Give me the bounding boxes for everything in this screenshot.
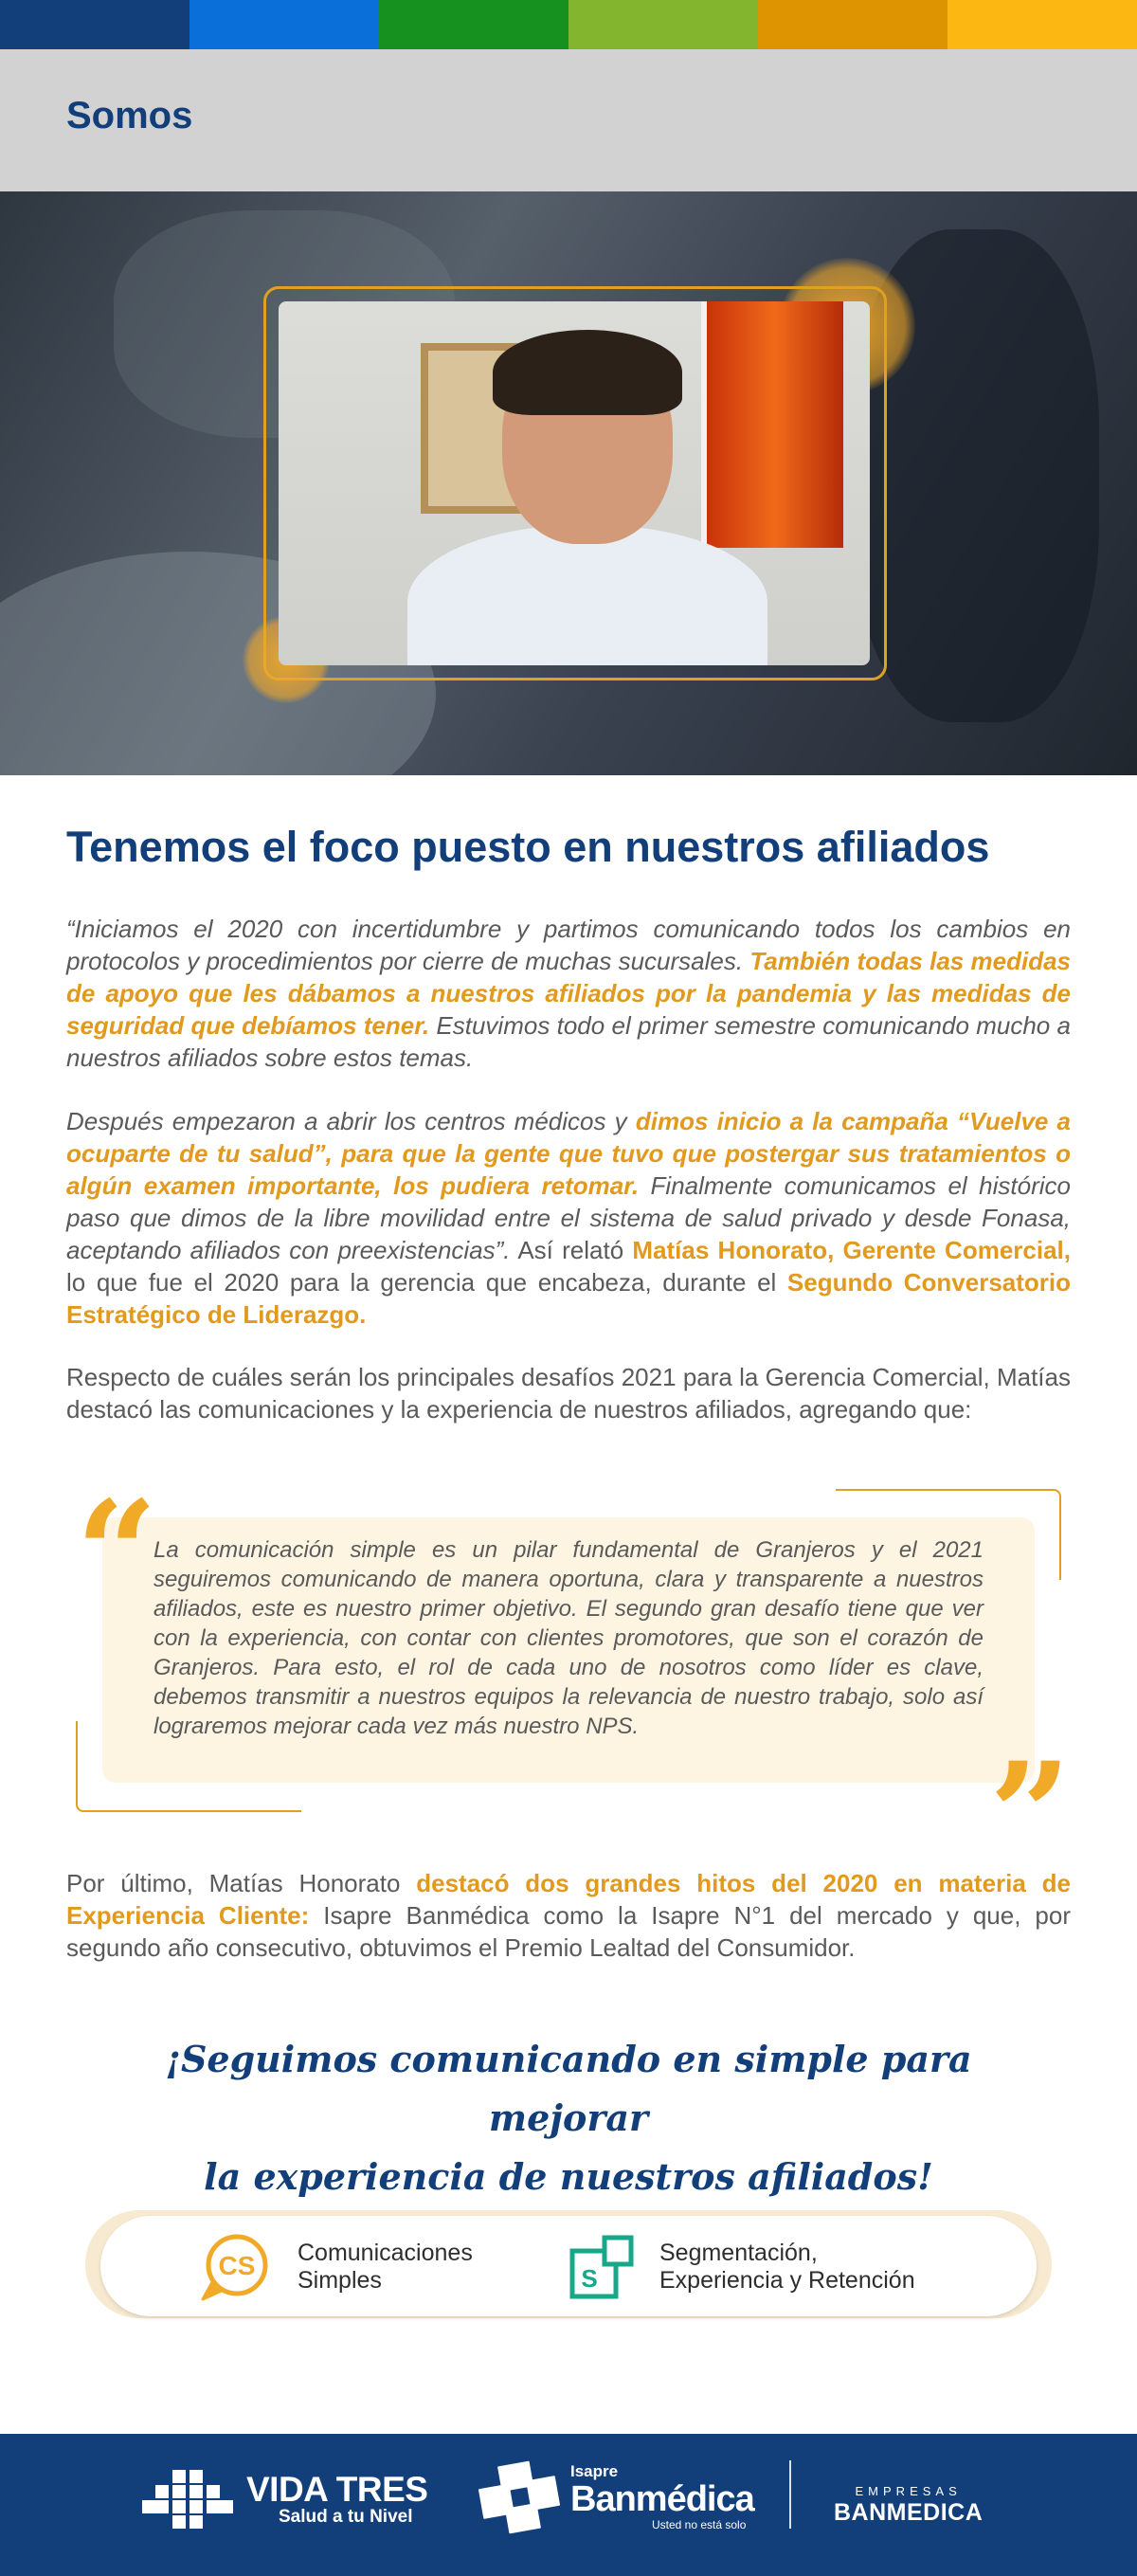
cs-speech-bubble-icon: [197, 2231, 273, 2303]
paragraph-4: [66, 1867, 1071, 1964]
strip-seg-2: [190, 0, 379, 49]
color-strip: [0, 0, 1137, 49]
banmedica-name: Banmédica: [570, 2479, 754, 2519]
banmedica-cross-icon: [478, 2460, 561, 2534]
person-body: [407, 525, 767, 665]
banmedica-wordmark: [570, 2463, 754, 2531]
person-hair: [493, 330, 682, 415]
paragraph-1: [66, 913, 1071, 1074]
highlight-span: destacó dos grandes hitos del 2020 en materia de Experiencia Cliente:: [66, 1869, 1071, 1930]
pill-label-line: Simples: [298, 2267, 382, 2294]
paragraph-3: Respecto de cuáles serán los principales desafíos 2021 para la Gerencia Comercial, Matías destacó las comunicaciones y la experiencia de nuestros afiliados, agregando que:: [66, 1363, 1071, 1424]
vida-tres-tagline: Salud a tu Nivel: [279, 2507, 413, 2527]
pill-item-segmentacion: [568, 2229, 915, 2305]
closing-slogan: [95, 2030, 1042, 2206]
text-span: “Iniciamos el 2020 con incertidumbre y partimos comunicando todos los cambios en protocolos y procedimientos por cierre de muchas sucursales.: [66, 915, 1071, 975]
footer-divider: [789, 2460, 791, 2529]
empresas-name: BANMEDICA: [834, 2499, 984, 2526]
empresas-label: EMPRESAS: [855, 2484, 962, 2498]
pill-label-segmentacion: [659, 2240, 915, 2295]
highlight-span: dimos inicio a la campaña “Vuelve a ocuparte de tu salud”, para que la gente que tuvo que postergar sus tratamientos o algún examen importante, los pudiera retomar.: [66, 1107, 1071, 1200]
vida-tres-name: VIDA TRES: [246, 2470, 428, 2509]
slogan-line-2: la experiencia de nuestros afiliados!: [204, 2155, 933, 2198]
strip-seg-4: [568, 0, 758, 49]
orange-painting: [701, 301, 843, 548]
banmedica-logo: [478, 2460, 754, 2534]
text-span: lo que fue el 2020 para la gerencia que encabeza, durante el: [66, 1268, 787, 1297]
cs-icon-text: CS: [218, 2251, 256, 2280]
banmedica-isapre: Isapre: [570, 2462, 619, 2480]
quote-open-icon: “: [76, 1470, 158, 1637]
pill-label-line: Comunicaciones: [298, 2240, 473, 2266]
section-title: Somos: [66, 95, 193, 136]
slogan-line-1: ¡Seguimos comunicando en simple para mejorar: [165, 2038, 972, 2139]
speaker-photo: [279, 301, 870, 665]
segmentation-squares-icon: [568, 2234, 635, 2300]
s-icon-text: S: [581, 2264, 598, 2293]
highlight-span: Matías Honorato, Gerente Comercial,: [632, 1236, 1071, 1264]
banmedica-tagline: Usted no está solo: [652, 2518, 747, 2531]
vida-tres-cross-icon: [142, 2468, 233, 2531]
paragraph-2: [66, 1105, 1071, 1331]
quote-text: La comunicación simple es un pilar fundamental de Granjeros y el 2021 seguiremos comunicando de manera oportuna, clara y transparente a nuestros afiliados, este es nuestro primer objetivo. El segundo gran desafío tiene que ver con la experiencia, con contar con clientes promotores, que son el corazón de Granjeros. Para esto, el rol de cada uno de nosotros como líder es clave, debemos transmitir a nuestros equipos la relevancia de nuestro trabajo, solo así lograremos mejorar cada vez más nuestro NPS.: [153, 1537, 984, 1739]
quote-close-icon: ”: [989, 1732, 1072, 1898]
strip-seg-1: [0, 0, 190, 49]
text-span: Estuvimos todo el primer semestre comunicando mucho a nuestros afiliados sobre estos temas.: [66, 1011, 1071, 1072]
text-span: Por último, Matías Honorato: [66, 1869, 417, 1897]
pill-label-line: Experiencia y Retención: [659, 2267, 915, 2294]
highlight-span: También todas las medidas de apoyo que les dábamos a nuestros afiliados por la pandemia y las medidas de seguridad que debíamos tener.: [66, 947, 1071, 1040]
pill-label-line: Segmentación,: [659, 2240, 818, 2266]
strip-seg-6: [948, 0, 1137, 49]
vida-tres-logo: [142, 2468, 427, 2531]
empresas-banmedica-logo: [834, 2484, 983, 2526]
text-span: Isapre Banmédica como la Isapre N°1 del mercado y que, por segundo año consecutivo, obtuvimos el Premio Lealtad del Consumidor.: [66, 1901, 1071, 1962]
pill-label-comunicaciones: [298, 2240, 473, 2295]
vida-tres-wordmark: [246, 2472, 427, 2527]
strip-seg-3: [379, 0, 568, 49]
article-headline: Tenemos el foco puesto en nuestros afiliados: [66, 823, 990, 871]
highlight-span: Segundo Conversatorio Estratégico de Liderazgo.: [66, 1268, 1072, 1329]
text-span: Así relató: [510, 1236, 633, 1264]
text-span: Después empezaron a abrir los centros médicos y: [66, 1107, 636, 1135]
pill-item-comunicaciones: [197, 2229, 473, 2305]
strip-seg-5: [758, 0, 948, 49]
section-header: [0, 49, 1137, 191]
text-span: Finalmente comunicamos el histórico paso que dimos de la libre movilidad entre el sistema de salud privado y desde Fonasa, aceptando afiliados con preexistencias”.: [66, 1171, 1071, 1264]
